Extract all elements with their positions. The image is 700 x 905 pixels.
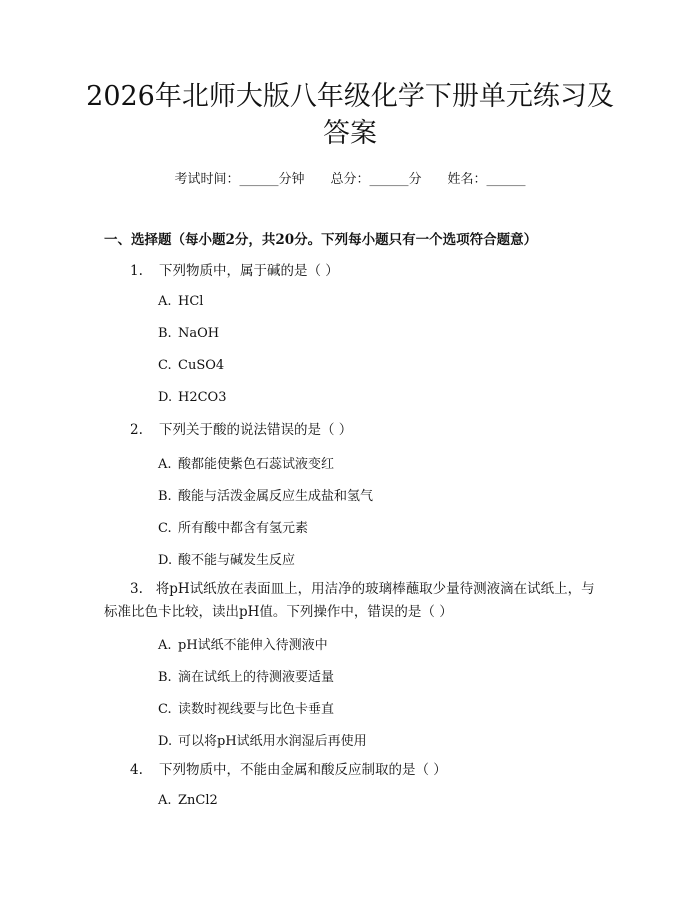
question-number: 1.	[130, 263, 143, 279]
option-text: HCl	[178, 294, 204, 309]
question-4	[104, 759, 604, 782]
option-text: 滴在试纸上的待测液要适量	[178, 670, 335, 685]
name-label: 姓名：	[447, 172, 487, 187]
question-2	[104, 419, 604, 442]
score-unit: 分	[408, 172, 422, 187]
question-number: 2.	[130, 422, 143, 438]
option-4a	[158, 793, 218, 808]
option-3d	[158, 730, 367, 749]
option-letter: C.	[158, 358, 172, 373]
option-2b	[158, 485, 373, 504]
section-heading: 一、选择题（每小题2分，共20分。下列每小题只有一个选项符合题意）	[104, 232, 538, 248]
option-1a	[158, 294, 203, 309]
option-3b	[158, 666, 334, 685]
option-text: 所有酸中都含有氢元素	[178, 521, 309, 536]
exam-meta	[0, 168, 700, 187]
option-letter: A.	[158, 457, 172, 472]
option-letter: D.	[158, 553, 173, 568]
option-text: 酸都能使紫色石蕊试液变红	[178, 457, 335, 472]
question-text: 将pH试纸放在表面皿上，用洁净的玻璃棒蘸取少量待测液滴在试纸上，与标准比色卡比较，读出pH值。下列操作中，错误的是（ ）	[104, 581, 595, 620]
time-unit: 分钟	[278, 172, 305, 187]
option-1b	[158, 326, 219, 341]
option-letter: B.	[158, 326, 172, 341]
option-letter: D.	[158, 390, 173, 405]
page-title	[80, 78, 620, 152]
option-1c	[158, 358, 224, 373]
score-blank: ______	[369, 172, 409, 187]
option-letter: A.	[158, 638, 172, 653]
option-text: CuSO4	[178, 358, 225, 373]
question-3	[104, 578, 604, 624]
option-letter: B.	[158, 670, 172, 685]
time-blank: ______	[239, 172, 279, 187]
option-text: 酸能与活泼金属反应生成盐和氢气	[178, 489, 374, 504]
question-number: 4.	[130, 762, 143, 778]
time-label: 考试时间：	[174, 172, 240, 187]
question-1	[104, 260, 604, 283]
question-number: 3.	[130, 581, 143, 597]
option-letter: C.	[158, 702, 172, 717]
option-text: 酸不能与碱发生反应	[178, 553, 296, 568]
option-letter: C.	[158, 521, 172, 536]
option-3c	[158, 698, 334, 717]
title-line-1: 2026年北师大版八年级化学下册单元练习及	[86, 81, 614, 112]
option-2d	[158, 549, 295, 568]
option-text: pH试纸不能伸入待测液中	[178, 638, 328, 653]
question-text: 下列关于酸的说法错误的是（ ）	[159, 422, 353, 438]
option-2a	[158, 453, 334, 472]
question-text: 下列物质中，属于碱的是（ ）	[159, 263, 339, 279]
option-text: H2CO3	[178, 390, 227, 405]
name-blank: ______	[486, 172, 526, 187]
option-letter: B.	[158, 489, 172, 504]
option-3a	[158, 634, 328, 653]
option-letter: D.	[158, 734, 173, 749]
option-letter: A.	[158, 793, 172, 808]
question-text: 下列物质中，不能由金属和酸反应制取的是（ ）	[159, 762, 447, 778]
option-letter: A.	[158, 294, 172, 309]
option-text: 可以将pH试纸用水润湿后再使用	[178, 734, 367, 749]
score-label: 总分：	[330, 172, 370, 187]
option-text: ZnCl2	[178, 793, 218, 808]
title-line-2: 答案	[323, 118, 377, 149]
option-text: 读数时视线要与比色卡垂直	[178, 702, 335, 717]
option-text: NaOH	[178, 326, 220, 341]
option-1d	[158, 390, 226, 405]
option-2c	[158, 517, 308, 536]
